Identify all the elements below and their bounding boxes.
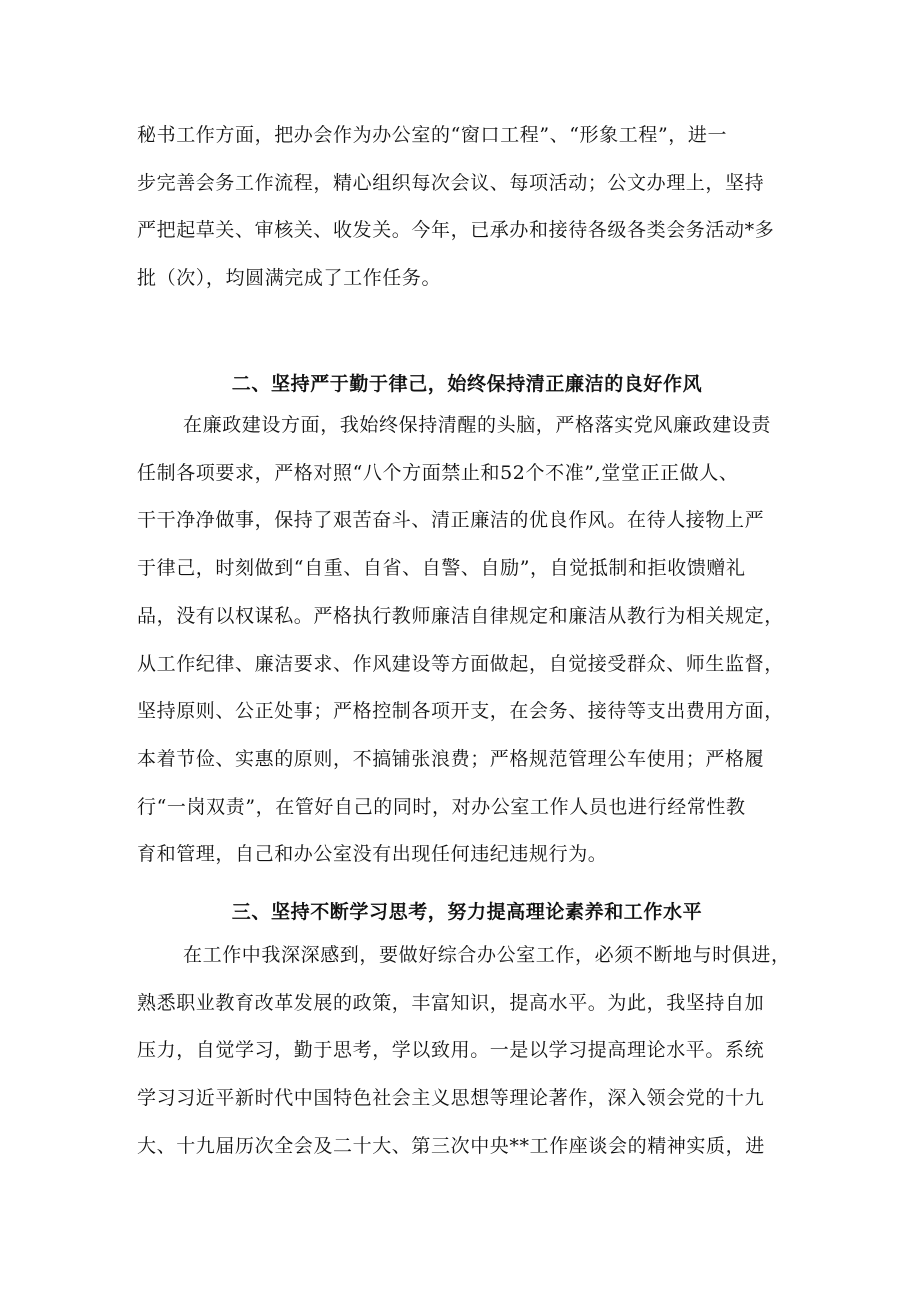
paragraph-line: 步完善会务工作流程，精心组织每次会议、每项活动；公文办理上，坚持 [137,171,765,194]
paragraph-line: 本着节俭、实惠的原则，不搞铺张浪费；严格规范管理公车使用；严格履 [137,747,765,770]
paragraph-line: 品，没有以权谋私。严格执行教师廉洁自律规定和廉洁从教行为相关规定， [137,604,784,627]
paragraph-line: 批（次），均圆满完成了工作任务。 [137,267,442,290]
paragraph-line: 任制各项要求，严格对照“八个方面禁止和52个不准”,堂堂正正做人、 [137,461,739,484]
paragraph-line: 行“一岗双责”，在管好自己的同时，对办公室工作人员也进行经常性教 [137,795,746,818]
paragraph-line: 秘书工作方面，把办会作为办公室的“窗口工程”、“形象工程”，进一 [137,124,728,146]
paragraph-line: 在廉政建设方面，我始终保持清醒的头脑，严格落实党风廉政建设责 [183,414,772,436]
paragraph-line: 干干净净做事，保持了艰苦奋斗、清正廉洁的优良作风。在待人接物上严 [137,509,765,532]
paragraph-line: 坚持原则、公正处事；严格控制各项开支，在会务、接待等支出费用方面， [137,700,784,723]
section-heading-3: 三、坚持不断学习思考，努力提高理论素养和工作水平 [231,901,703,923]
paragraph-1 [137,112,797,303]
paragraph-line: 于律己，时刻做到“自重、自省、自警、自励”，自觉抵制和拒收馈赠礼 [137,557,746,580]
paragraph-line: 大、十九届历次全会及二十大、第三次中央**工作座谈会的精神实质，进 [137,1134,765,1157]
paragraph-line: 育和管理，自己和办公室没有出现任何违纪违规行为。 [137,843,608,866]
paragraph-3 [137,932,797,1171]
paragraph-line: 压力，自觉学习，勤于思考，学以致用。一是以学习提高理论水平。系统 [137,1039,765,1062]
paragraph-line: 严把起草关、审核关、收发关。今年，已承办和接待各级各类会务活动*多 [137,219,775,242]
section-heading-2: 二、坚持严于勤于律己，始终保持清正廉洁的良好作风 [231,373,703,395]
paragraph-2 [137,402,797,879]
paragraph-line: 学习习近平新时代中国特色社会主义思想等理论著作，深入领会党的十九 [137,1087,765,1110]
paragraph-line: 在工作中我深深感到，要做好综合办公室工作，必须不断地与时俱进， [183,944,791,966]
paragraph-line: 熟悉职业教育改革发展的政策，丰富知识，提高水平。为此，我坚持自加 [137,991,765,1014]
paragraph-line: 从工作纪律、廉洁要求、作风建设等方面做起，自觉接受群众、师生监督， [137,652,784,675]
